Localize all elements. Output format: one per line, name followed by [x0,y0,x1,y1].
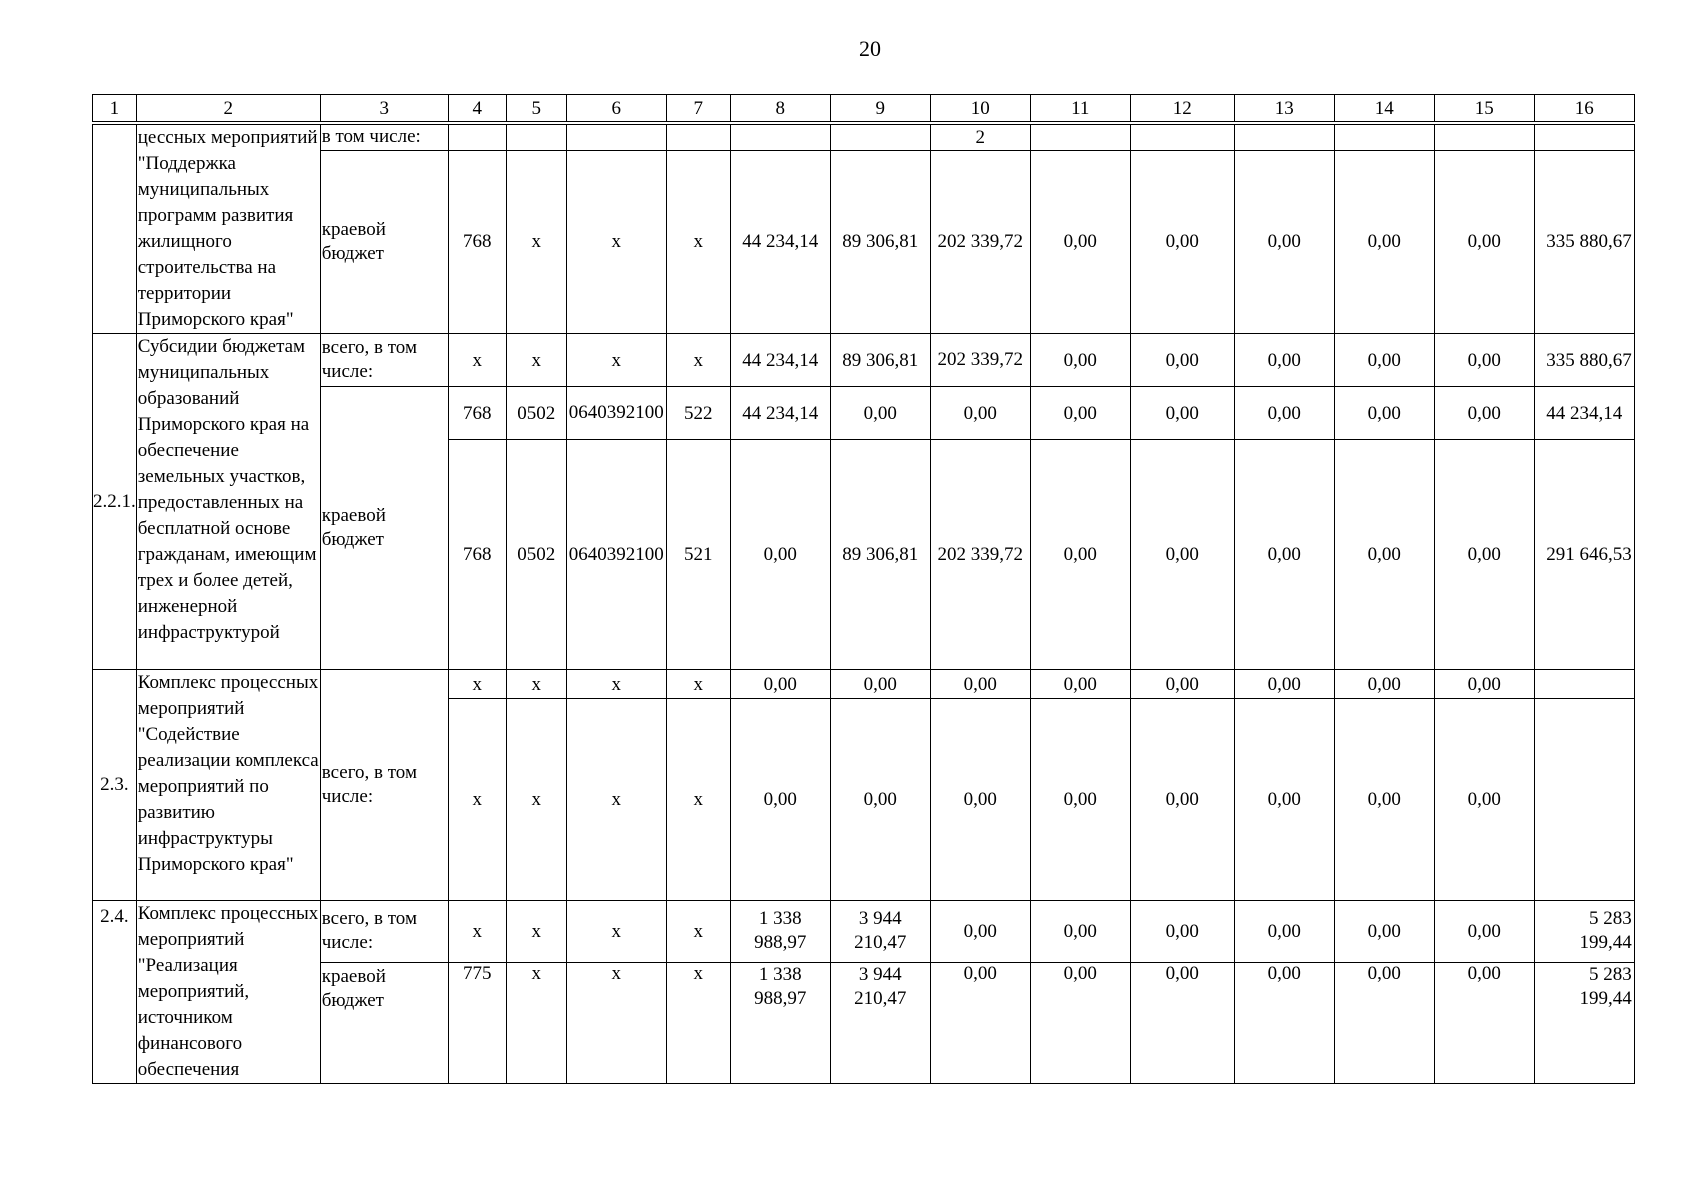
table-cell: 0,00 [1030,699,1130,901]
program-name: Субсидии бюджетам муниципальных образований Приморского края на обеспечение земельных участков, предоставленных на бесплатной основе гражданам, имеющим трех и более детей, инженерной инфраструктурой [136,334,320,670]
table-cell: 89 306,81 [830,440,930,670]
table-cell: 0,00 [1334,334,1434,387]
table-cell: 3 944 210,47 [830,962,930,1083]
table-cell: 0,00 [1130,670,1234,699]
table-cell: 0,00 [1334,150,1434,333]
table-cell: x [506,670,566,699]
table-cell: x [506,334,566,387]
table-cell: x [506,901,566,963]
table-cell: 0,00 [1434,387,1534,440]
table-cell: 0,00 [1334,962,1434,1083]
column-number: 5 [506,95,566,124]
budget-table [92,94,1635,1084]
row-index: 2.3. [93,670,137,901]
table-cell: 44 234,14 [1534,387,1634,440]
table-cell: 1 338 988,97 [730,962,830,1083]
table-cell: 291 646,53 [1534,440,1634,670]
column-number: 15 [1434,95,1534,124]
funding-source: краевой бюджет [320,150,448,333]
funding-source: всего, в том числе: [320,670,448,901]
table-cell: 0,00 [1434,334,1534,387]
table-cell: 0,00 [1130,334,1234,387]
funding-source: краевой бюджет [320,387,448,670]
table-cell: 775 [448,962,506,1083]
table-cell: 0,00 [1234,699,1334,901]
table-row [93,962,1635,1083]
table-cell: 0,00 [1434,150,1534,333]
row-index: 2.2.1. [93,334,137,670]
table-cell: 768 [448,150,506,333]
table-cell: 0,00 [1334,699,1434,901]
table-row [93,387,1635,440]
table-cell: 0,00 [830,670,930,699]
table-row [93,334,1635,387]
table-cell: 0640392100 [566,440,666,670]
table-cell: 0,00 [1234,901,1334,963]
table-cell: 0,00 [1234,670,1334,699]
column-number: 16 [1534,95,1634,124]
table-cell: x [666,901,730,963]
program-name: Комплекс процессных мероприятий "Реализация мероприятий, источником финансового обеспечения [136,901,320,1084]
column-number: 4 [448,95,506,124]
table-cell: 5 283 199,44 [1534,962,1634,1083]
table-cell: 89 306,81 [830,334,930,387]
table-cell: 44 234,14 [730,387,830,440]
table-cell: 768 [448,440,506,670]
table-cell: 5 283 199,44 [1534,901,1634,963]
table-cell: x [448,699,506,901]
table-cell: 335 880,67 [1534,150,1634,333]
table-cell: 0,00 [1334,901,1434,963]
table-cell: 0,00 [1030,387,1130,440]
funding-source: всего, в том числе: [320,901,448,963]
table-cell: 0,00 [1030,962,1130,1083]
program-name: Комплекс процессных мероприятий "Содействие реализации комплекса мероприятий по развитию инфраструктуры Приморского края" [136,670,320,901]
column-number: 13 [1234,95,1334,124]
column-number: 1 [93,95,137,124]
table-cell: x [566,670,666,699]
table-cell: 0,00 [1334,670,1434,699]
table-cell: 0,00 [830,387,930,440]
table-cell: x [448,901,506,963]
column-number: 10 [930,95,1030,124]
table-cell: 0,00 [1130,962,1234,1083]
table-cell: x [666,150,730,333]
table-cell: x [448,670,506,699]
table-cell: 0,00 [730,440,830,670]
table-cell: x [566,901,666,963]
table-cell: 2 [930,123,1030,150]
column-number: 14 [1334,95,1434,124]
table-cell: 0,00 [1030,670,1130,699]
table-cell: 0,00 [830,699,930,901]
table-cell: 0,00 [1030,334,1130,387]
table-cell: x [666,334,730,387]
column-number: 3 [320,95,448,124]
table-cell: 0,00 [930,901,1030,963]
table-cell: 0,00 [1434,670,1534,699]
table-cell: 0,00 [1234,334,1334,387]
table-cell: 0,00 [1434,440,1534,670]
table-row [93,123,1635,150]
table-cell: 0,00 [730,670,830,699]
table-cell: 1 338 988,97 [730,901,830,963]
table-cell: 0,00 [930,699,1030,901]
table-cell: 0,00 [930,962,1030,1083]
column-number: 6 [566,95,666,124]
table-cell: 0502 [506,387,566,440]
table-cell: 202 339,72 [930,334,1030,387]
row-index [93,123,137,334]
table-cell: 0,00 [1130,387,1234,440]
column-number: 12 [1130,95,1234,124]
row-index: 2.4. [93,901,137,1084]
column-number: 2 [136,95,320,124]
table-cell: 0,00 [1030,901,1130,963]
table-cell: 89 306,81 [830,150,930,333]
column-number: 7 [666,95,730,124]
funding-source: в том числе: [320,123,448,150]
table-cell: 0,00 [1130,440,1234,670]
table-cell: 522 [666,387,730,440]
table-cell: x [566,699,666,901]
table-cell: 768 [448,387,506,440]
table-cell: x [666,699,730,901]
page-number: 20 [859,36,881,61]
table-row [93,670,1635,699]
table-cell: x [566,150,666,333]
column-number: 8 [730,95,830,124]
table-cell: 44 234,14 [730,334,830,387]
table-row [93,901,1635,963]
table-cell: x [506,150,566,333]
table-row [93,150,1635,333]
table-cell: 0640392100 [566,387,666,440]
table-cell: x [506,962,566,1083]
table-cell: 202 339,72 [930,150,1030,333]
table-cell: 44 234,14 [730,150,830,333]
table-cell: 0,00 [930,387,1030,440]
table-cell: 0,00 [930,670,1030,699]
table-cell: x [448,334,506,387]
table-cell: 0,00 [1334,440,1434,670]
table-cell: 202 339,72 [930,440,1030,670]
funding-source: всего, в том числе: [320,334,448,387]
funding-source: краевой бюджет [320,962,448,1083]
table-cell: x [566,962,666,1083]
table-cell: 0,00 [1030,440,1130,670]
table-cell: 0,00 [1234,962,1334,1083]
table-cell: x [506,699,566,901]
table-cell: x [566,334,666,387]
column-number: 11 [1030,95,1130,124]
table-cell: 0,00 [1434,699,1534,901]
table-cell: x [666,962,730,1083]
table-cell: 0,00 [1234,150,1334,333]
column-number: 9 [830,95,930,124]
program-name: цессных мероприятий "Поддержка муниципальных программ развития жилищного строительства на территории Приморского края" [136,123,320,334]
table-cell: 0,00 [1130,150,1234,333]
table-cell: x [666,670,730,699]
table-cell: 0,00 [1030,150,1130,333]
table-cell: 0,00 [1130,901,1234,963]
table-cell: 521 [666,440,730,670]
table-cell: 0,00 [1434,962,1534,1083]
table-cell: 0,00 [1234,387,1334,440]
table-cell: 0502 [506,440,566,670]
column-number-row [93,95,1635,124]
table-cell: 0,00 [1334,387,1434,440]
table-cell: 0,00 [1434,901,1534,963]
table-cell: 335 880,67 [1534,334,1634,387]
table-cell: 0,00 [1130,699,1234,901]
table-cell: 0,00 [1234,440,1334,670]
table-cell: 3 944 210,47 [830,901,930,963]
table-cell: 0,00 [730,699,830,901]
